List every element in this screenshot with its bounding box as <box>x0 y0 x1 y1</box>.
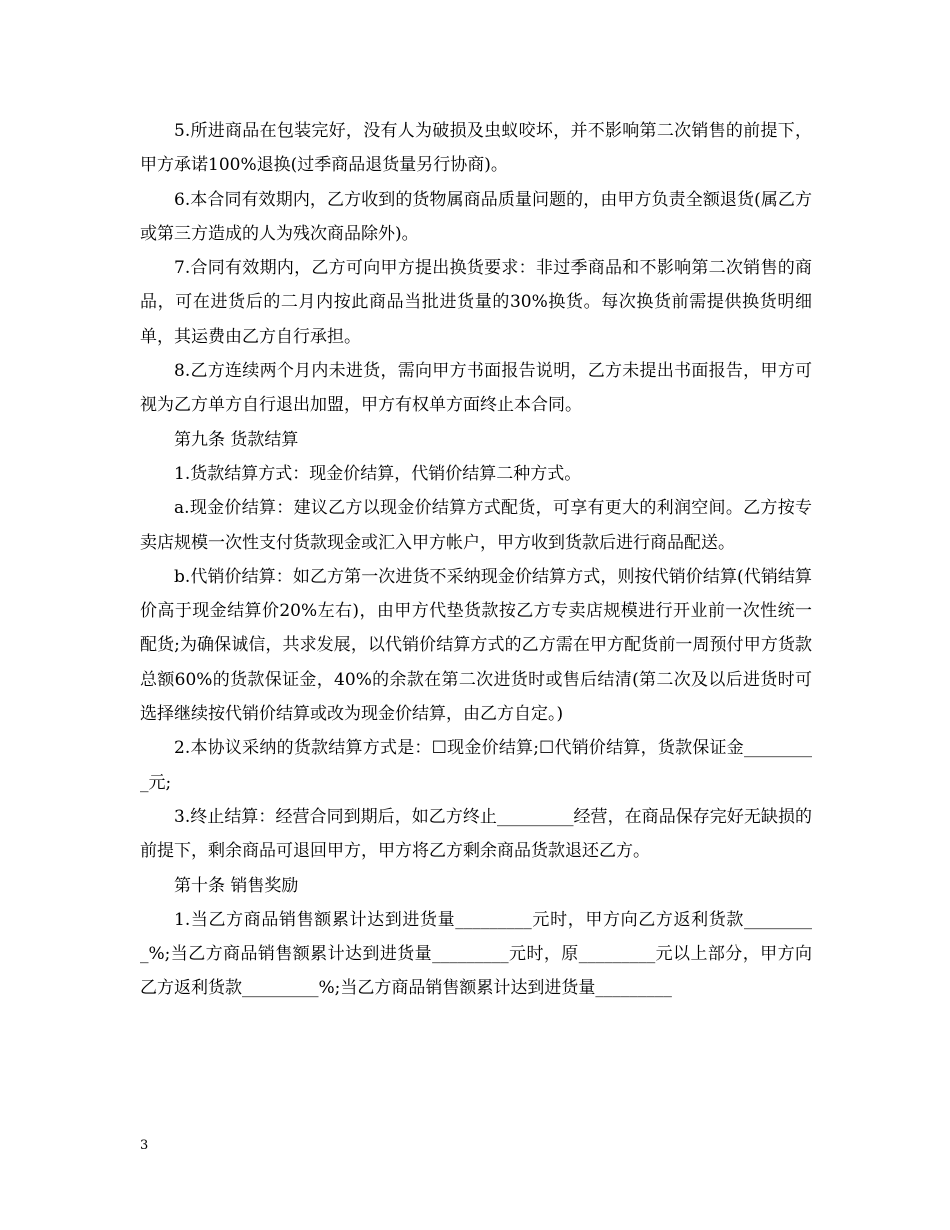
clause-6-quality-returns: 6.本合同有效期内，乙方收到的货物属商品质量问题的，由甲方负责全额退货(属乙方或第三方造成的人为残次商品除外)。 <box>140 189 812 244</box>
clause-7-exchange-request: 7.合同有效期内，乙方可向甲方提出换货要求：非过季商品和不影响第二次销售的商品，可在进货后的二月内按此商品当批进货量的30%换货。每次换货前需提供换货明细单，其运费由乙方自行承担。 <box>140 258 812 347</box>
article-9-heading: 第九条 货款结算 <box>174 429 299 450</box>
article-9-item-b-consignment: b.代销价结算：如乙方第一次进货不采纳现金价结算方式，则按代销价结算(代销结算价高于现金结算价20%左右)，由甲方代垫货款按乙方专卖店规模进行开业前一次性统一配货;为确保诚信，共求发展，以代销价结算方式的乙方需在甲方配货前一周预付甲方货款总额60%的货款保证金，40%的余款在第二次进货时或售后结清(第二次及以后进货时可选择继续按代销价结算或改为现金价结算，由乙方自定。) <box>140 566 812 725</box>
article-9-item-3-termination: 3.终止结算：经营合同到期后，如乙方终止_________经营，在商品保存完好无缺损的前提下，剩余商品可退回甲方，甲方将乙方剩余商品货款退还乙方。 <box>140 806 812 862</box>
article-9-item-a-cash: a.现金价结算：建议乙方以现金价结算方式配货，可享有更大的利润空间。乙方按专卖店规模一次性支付货款现金或汇入甲方帐户，甲方收到货款后进行商品配送。 <box>140 498 812 553</box>
document-body <box>140 114 812 1006</box>
article-9-item-1: 1.货款结算方式：现金价结算，代销价结算二种方式。 <box>174 463 582 484</box>
article-10-heading: 第十条 销售奖励 <box>174 875 299 896</box>
page-number: 3 <box>140 1138 149 1153</box>
clause-8-no-purchase-termination: 8.乙方连续两个月内未进货，需向甲方书面报告说明，乙方未提出书面报告，甲方可视为乙方单方自行退出加盟，甲方有权单方面终止本合同。 <box>140 361 812 416</box>
clause-5-return-guarantee: 5.所进商品在包装完好，没有人为破损及虫蚁咬坏，并不影响第二次销售的前提下，甲方承诺100%退换(过季商品退货量另行协商)。 <box>140 121 812 176</box>
article-9-item-2-method: 2.本协议采纳的货款结算方式是：☐现金价结算;☐代销价结算，货款保证金_________元; <box>140 738 812 793</box>
article-10-item-1: 1.当乙方商品销售额累计达到进货量_________元时，甲方向乙方返利货款_________%;当乙方商品销售额累计达到进货量_________元时，原_________元以上部分，甲方向乙方返利货款_________%;当乙方商品销售额累计达到进货量_________ <box>140 909 812 999</box>
